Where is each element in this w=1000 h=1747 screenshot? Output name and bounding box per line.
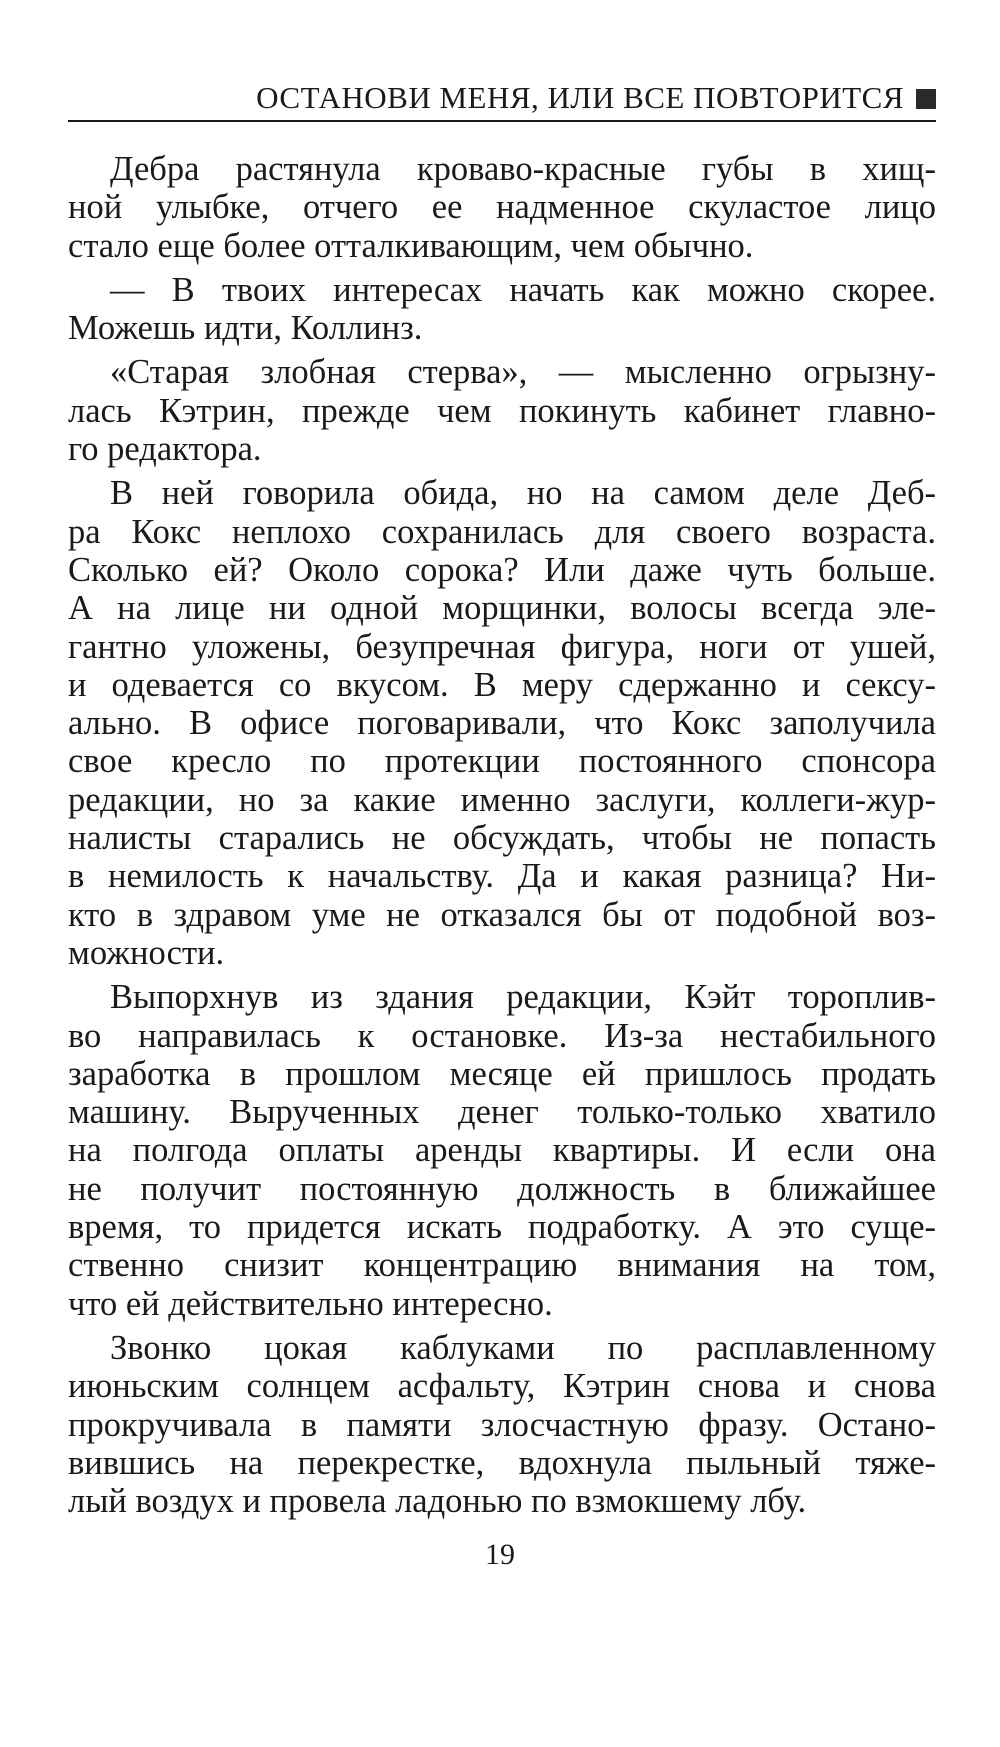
body-text [68, 150, 936, 1526]
text-line: ра Кокс неплохо сохранилась для своего возраста. [68, 512, 936, 551]
text-line: ной улыбке, отчего ее надменное скуластое лицо [68, 188, 936, 227]
text-line: Можешь идти, Коллинз. [68, 309, 423, 348]
text-line: на полгода оплаты аренды квартиры. И если она [68, 1131, 936, 1170]
text-line: Сколько ей? Около сорока? Или даже чуть больше. [68, 550, 936, 589]
square-icon [916, 89, 936, 109]
text-line: заработка в прошлом месяце ей пришлось продать [68, 1054, 936, 1093]
text-line: можности. [68, 933, 225, 972]
text-line: что ей действительно интересно. [68, 1284, 553, 1323]
page-number: 19 [485, 1538, 515, 1571]
text-line: свое кресло по протекции постоянного спонсора [68, 742, 936, 781]
paragraph [68, 150, 936, 265]
paragraph [68, 271, 936, 348]
text-line: машину. Вырученных денег только-только хватило [68, 1093, 936, 1132]
text-line: ально. В офисе поговаривали, что Кокс заполучила [68, 704, 936, 743]
text-line: налисты старались не обсуждать, чтобы не попасть [68, 819, 936, 858]
text-line: ственно снизит концентрацию внимания на том, [68, 1246, 936, 1285]
text-line: не получит постоянную должность в ближайшее [68, 1169, 936, 1208]
paragraph [68, 978, 936, 1323]
text-line: А на лице ни одной морщинки, волосы всегда эле- [68, 589, 936, 628]
text-line: «Старая злобная стерва», — мысленно огрызну- [110, 353, 936, 392]
text-line: кто в здравом уме не отказался бы от подобной воз- [68, 895, 936, 934]
running-head [68, 80, 936, 122]
text-line: редакции, но за какие именно заслуги, коллеги-жур- [68, 780, 936, 819]
text-line: и одевается со вкусом. В меру сдержанно и сексу- [68, 665, 936, 704]
text-line: го редактора. [68, 430, 262, 469]
text-line: — В твоих интересах начать как можно скорее. [110, 270, 936, 309]
text-line: В ней говорила обида, но на самом деле Деб- [110, 474, 936, 513]
text-line: июньским солнцем асфальту, Кэтрин снова и снова [68, 1367, 936, 1406]
paragraph [68, 474, 936, 972]
text-line: стало еще более отталкивающим, чем обычно. [68, 226, 754, 265]
text-line: Дебра растянула кроваво-красные губы в хищ- [110, 150, 936, 188]
text-line: Звонко цокая каблуками по расплавленному [110, 1328, 936, 1367]
text-line: лый воздух и провела ладонью по взмокшему лбу. [68, 1482, 807, 1521]
text-line: в немилость к начальству. Да и какая разница? Ни- [68, 857, 936, 896]
running-title: ОСТАНОВИ МЕНЯ, ИЛИ ВСЕ ПОВТОРИТСЯ [256, 80, 904, 115]
text-line: во направилась к остановке. Из-за нестабильного [68, 1016, 936, 1055]
paragraph [68, 1329, 936, 1520]
paragraph [68, 353, 936, 468]
text-line: Выпорхнув из здания редакции, Кэйт тороплив- [110, 978, 936, 1017]
text-line: прокручивала в памяти злосчастную фразу. Остано- [68, 1405, 936, 1444]
text-line: вившись на перекрестке, вдохнула пыльный тяже- [68, 1443, 936, 1482]
text-line: гантно уложены, безупречная фигура, ноги от ушей, [68, 627, 936, 666]
text-line: время, то придется искать подработку. А это суще- [68, 1208, 936, 1247]
text-line: лась Кэтрин, прежде чем покинуть кабинет главно- [68, 391, 936, 430]
